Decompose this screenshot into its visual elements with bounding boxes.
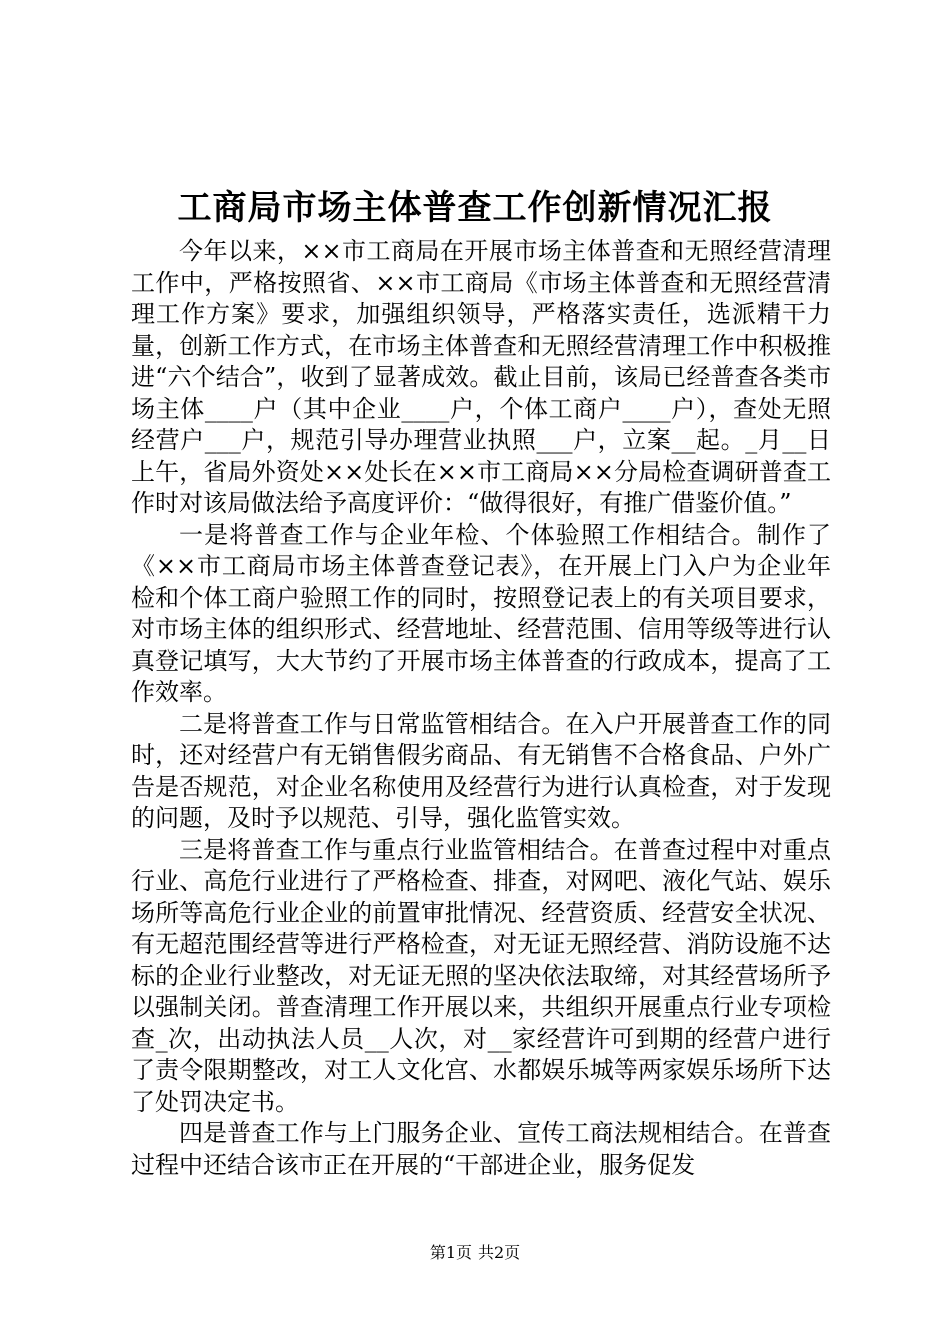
total-pages: 共2页 xyxy=(478,1243,521,1262)
page-number: 第1页 xyxy=(429,1243,472,1262)
paragraph-point-one: 一是将普查工作与企业年检、个体验照工作相结合。制作了《××市工商局市场主体普查登记表》，在开展上门入户为企业年检和个体工商户验照工作的同时，按照登记表上的有关项目要求，对市场主体的组织形式、经营地址、经营范围、信用等级等进行认真登记填写，大大节约了开展市场主体普查的行政成本，提高了工作效率。 xyxy=(131,520,831,706)
document-title: 工商局市场主体普查工作创新情况汇报 xyxy=(177,188,773,228)
page-footer xyxy=(0,1242,950,1264)
paragraph-point-four: 四是普查工作与上门服务企业、宣传工商法规相结合。在普查过程中还结合该市正在开展的“干部进企业，服务促发 xyxy=(131,1119,831,1179)
paragraph-intro: 今年以来，××市工商局在开展市场主体普查和无照经营清理工作中，严格按照省、××市工商局《市场主体普查和无照经营清理工作方案》要求，加强组织领导，严格落实责任，选派精干力量，创新工作方式，在市场主体普查和无照经营清理工作中积极推进“六个结合”，收到了显著成效。截止目前，该局已经普查各类市场主体____户（其中企业____户，个体工商户____户），查处无照经营户___户，规范引导办理营业执照___户，立案__起。_月__日上午，省局外资处××处长在××市工商局××分局检查调研普查工作时对该局做法给予高度评价：“做得很好，有推广借鉴价值。” xyxy=(131,237,831,517)
paragraph-point-two: 二是将普查工作与日常监管相结合。在入户开展普查工作的同时，还对经营户有无销售假劣商品、有无销售不合格食品、户外广告是否规范，对企业名称使用及经营行为进行认真检查，对于发现的问题，及时予以规范、引导，强化监管实效。 xyxy=(131,709,831,832)
document-body xyxy=(131,236,831,1181)
paragraph-point-three: 三是将普查工作与重点行业监管相结合。在普查过程中对重点行业、高危行业进行了严格检查、排查，对网吧、液化气站、娱乐场所等高危行业企业的前置审批情况、经营资质、经营安全状况、有无超范围经营等进行严格检查，对无证无照经营、消防设施不达标的企业行业整改，对无证无照的坚决依法取缔，对其经营场所予以强制关闭。普查清理工作开展以来，共组织开展重点行业专项检查_次，出动执法人员__人次，对__家经营许可到期的经营户进行了责令限期整改，对工人文化宫、水都娱乐城等两家娱乐场所下达了处罚决定书。 xyxy=(131,835,831,1116)
